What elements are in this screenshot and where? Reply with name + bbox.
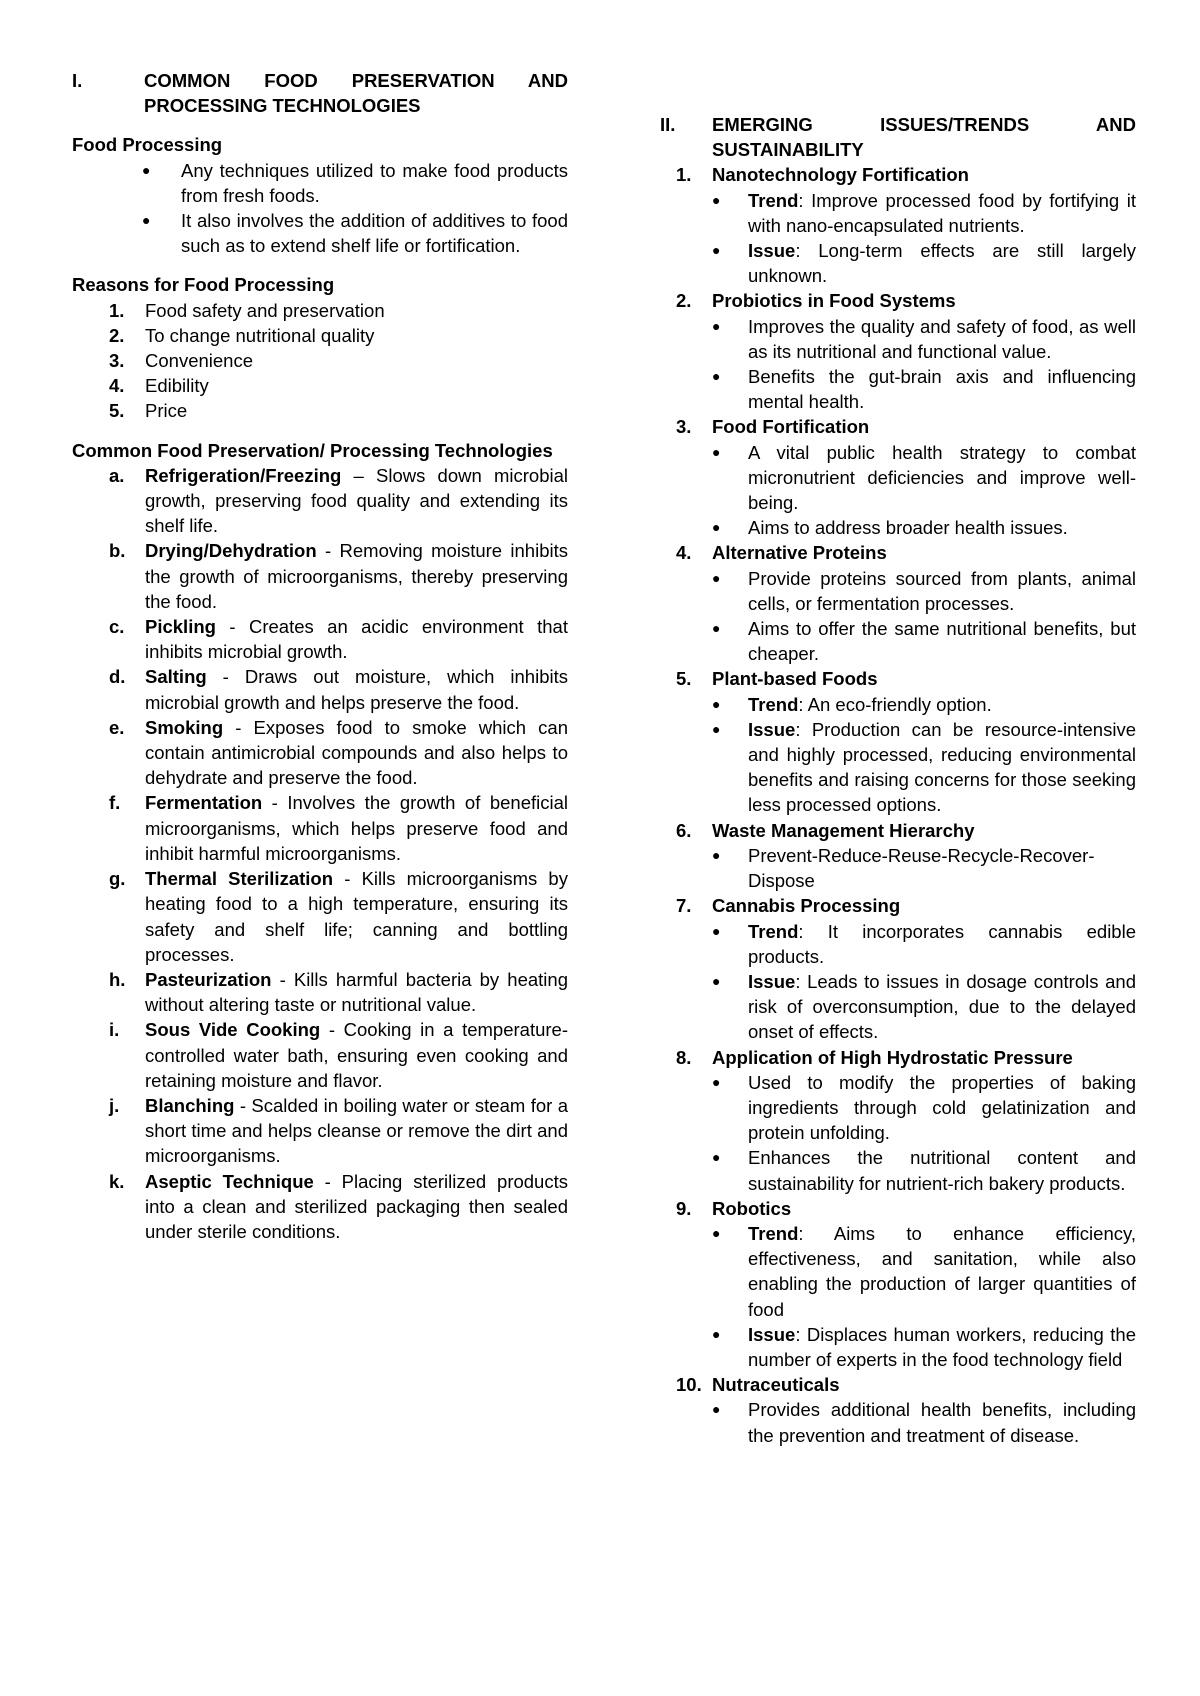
trend-heading (660, 666, 1136, 691)
list-item (712, 364, 1136, 414)
technology-item (72, 790, 568, 866)
section-1-title: COMMON FOOD PRESERVATION AND PROCESSING TECHNOLOGIES (144, 70, 568, 117)
list-item: 1. Food safety and preservation (109, 299, 385, 321)
technology-description: - Involves the growth of beneficial microorganisms, which helps preserve food and inhibit harmful microorganisms. (145, 792, 568, 864)
bullet-label: Issue (748, 240, 796, 262)
bullet-icon: ● (712, 720, 721, 737)
list-item (712, 238, 1136, 288)
section-2-heading (660, 112, 1136, 162)
list-item (712, 717, 1136, 818)
trend-bullets (660, 566, 1136, 667)
trend-number: 3. (676, 416, 692, 438)
trend-heading (660, 1196, 1136, 1221)
list-item (712, 1322, 1136, 1372)
reasons-list (72, 298, 568, 424)
technology-term: Sous Vide Cooking (145, 1019, 321, 1041)
bullet-text: : Production can be resource-intensive and highly processed, reducing environmental benefits and raising concerns for those seeking less processed options. (748, 718, 1136, 816)
trend-item (660, 818, 1136, 894)
list-item (712, 515, 1136, 540)
bullet-icon: ● (712, 972, 721, 989)
technology-term: Refrigeration/Freezing (145, 464, 342, 486)
bullet-label: Trend (748, 920, 799, 942)
technology-description: - Draws out moisture, which inhibits microbial growth and helps preserve the food. (145, 666, 568, 713)
trends-list (660, 162, 1136, 1447)
list-item (712, 919, 1136, 969)
trend-item (660, 1372, 1136, 1448)
bullet-icon: ● (712, 368, 721, 385)
bullet-icon: ● (712, 1149, 721, 1166)
bullet-icon: ● (142, 212, 151, 229)
trend-number: 7. (676, 895, 692, 917)
trend-heading (660, 1045, 1136, 1070)
list-item (712, 566, 1136, 616)
trend-item (660, 893, 1136, 1044)
bullet-text: : Improve processed food by fortifying it with nano-encapsulated nutrients. (748, 189, 1136, 236)
list-item: ● It also involves the addition of additives to food such as to extend shelf life or fortification. (142, 210, 568, 257)
trend-number: 5. (676, 668, 692, 690)
bullet-icon: ● (712, 191, 721, 208)
list-item (712, 692, 1136, 717)
bullet-icon: ● (712, 922, 721, 939)
bullet-text: A vital public health strategy to combat micronutrient deficiencies and improve well-being. (748, 441, 1136, 514)
bullet-text: : Long-term effects are still largely unknown. (748, 240, 1136, 287)
bullet-text: : Leads to issues in dosage controls and risk of overconsumption, due to the delayed onset of effects. (748, 970, 1136, 1043)
technologies-list (72, 463, 568, 1244)
technology-term: Drying/Dehydration (145, 540, 317, 562)
right-column (660, 112, 1136, 1448)
bullet-icon: ● (712, 1401, 721, 1418)
bullet-text: : Displaces human workers, reducing the number of experts in the food technology field (748, 1323, 1136, 1370)
technology-description: - Placing sterilized products into a clean and sterilized packaging then sealed under sterile conditions. (145, 1170, 568, 1242)
technology-description: - Creates an acidic environment that inhibits microbial growth. (145, 616, 568, 663)
bullet-text: Used to modify the properties of baking ingredients through cold gelatinization and protein unfolding. (748, 1071, 1136, 1144)
trend-number: 6. (676, 819, 692, 841)
bullet-icon: ● (712, 1325, 721, 1342)
bullet-icon: ● (712, 1224, 721, 1241)
trend-bullets (660, 1070, 1136, 1196)
trend-title: Nanotechnology Fortification (712, 164, 969, 186)
item-letter: c. (109, 616, 125, 638)
technology-description: - Kills microorganisms by heating food to a high temperature, ensuring its safety and shelf life; canning and bottling processes. (145, 868, 568, 965)
trend-number: 4. (676, 542, 692, 564)
trend-title: Plant-based Foods (712, 668, 878, 690)
bullet-icon: ● (712, 443, 721, 460)
trend-item (660, 162, 1136, 288)
trend-number: 2. (676, 290, 692, 312)
technology-item (72, 538, 568, 614)
bullet-icon: ● (142, 161, 151, 178)
item-letter: k. (109, 1170, 125, 1192)
technology-item (72, 1093, 568, 1169)
list-item: 3. Convenience (109, 350, 253, 372)
technology-description: - Removing moisture inhibits the growth of microorganisms, thereby preserving the food. (145, 540, 568, 612)
trend-heading (660, 1372, 1136, 1397)
food-processing-heading: Food Processing (72, 134, 223, 156)
bullet-text: Provides additional health benefits, including the prevention and treatment of disease. (748, 1399, 1136, 1446)
trend-heading (660, 540, 1136, 565)
trend-item (660, 666, 1136, 817)
bullet-text: Provide proteins sourced from plants, animal cells, or fermentation processes. (748, 567, 1136, 614)
list-item (712, 1070, 1136, 1146)
section-1-heading (72, 68, 568, 118)
technology-item (72, 715, 568, 791)
bullet-icon: ● (712, 519, 721, 536)
section-2-numeral: II. (660, 114, 676, 135)
bullet-label: Issue (748, 718, 796, 740)
section-1-numeral: I. (72, 70, 83, 91)
trend-item (660, 414, 1136, 540)
bullet-label: Trend (748, 189, 799, 211)
trend-title: Alternative Proteins (712, 542, 887, 564)
technology-description: - Cooking in a temperature-controlled water bath, ensuring even cooking and retaining moisture and flavor. (145, 1019, 568, 1091)
section-2-title: EMERGING ISSUES/TRENDS AND SUSTAINABILITY (712, 114, 1136, 161)
trend-bullets (660, 692, 1136, 818)
bullet-text: : An eco-friendly option. (798, 693, 992, 715)
list-item: ● Any techniques utilized to make food products from fresh foods. (142, 159, 568, 206)
trend-item (660, 1196, 1136, 1372)
trend-title: Application of High Hydrostatic Pressure (712, 1046, 1073, 1068)
technology-term: Thermal Sterilization (145, 868, 334, 890)
trend-title: Probiotics in Food Systems (712, 290, 956, 312)
list-item: 4. Edibility (109, 375, 209, 397)
technology-description: - Exposes food to smoke which can contain antimicrobial compounds and also helps to dehydrate and preserve the food. (145, 716, 568, 789)
bullet-icon: ● (712, 695, 721, 712)
bullet-icon: ● (712, 620, 721, 637)
trend-title: Waste Management Hierarchy (712, 819, 975, 841)
trend-title: Nutraceuticals (712, 1374, 840, 1396)
bullet-text: Enhances the nutritional content and sustainability for nutrient-rich bakery products. (748, 1147, 1136, 1194)
trend-title: Food Fortification (712, 416, 870, 438)
trend-item (660, 1045, 1136, 1196)
list-item: 2. To change nutritional quality (109, 324, 375, 346)
bullet-label: Trend (748, 693, 799, 715)
technology-item (72, 614, 568, 664)
trend-number: 1. (676, 164, 692, 186)
left-column (72, 68, 568, 1244)
list-item (712, 843, 1136, 893)
list-item (712, 314, 1136, 364)
trend-heading (660, 893, 1136, 918)
bullet-label: Trend (748, 1222, 799, 1244)
bullet-text: : It incorporates cannabis edible products. (748, 920, 1136, 967)
bullet-text: : Aims to enhance efficiency, effectiveness, and sanitation, while also enabling the production of larger quantities of food (748, 1222, 1136, 1320)
trend-heading (660, 414, 1136, 439)
bullet-icon: ● (712, 317, 721, 334)
bullet-icon: ● (712, 242, 721, 259)
bullet-label: Issue (748, 970, 796, 992)
item-letter: a. (109, 464, 125, 486)
trend-heading (660, 162, 1136, 187)
technology-description: - Scalded in boiling water or steam for a short time and helps cleanse or remove the dirt and microorganisms. (145, 1094, 568, 1167)
trend-title: Cannabis Processing (712, 895, 901, 917)
item-letter: b. (109, 540, 126, 562)
bullet-text: Aims to address broader health issues. (748, 517, 1068, 539)
trend-number: 8. (676, 1046, 692, 1068)
bullet-text: Aims to offer the same nutritional benefits, but cheaper. (748, 618, 1136, 665)
technology-description: - Kills harmful bacteria by heating without altering taste or nutritional value. (145, 968, 568, 1016)
technology-term: Salting (145, 666, 207, 688)
bullet-text: Improves the quality and safety of food, as well as its nutritional and functional value. (748, 315, 1136, 362)
item-letter: d. (109, 666, 126, 688)
technology-term: Fermentation (145, 792, 263, 814)
item-letter: j. (109, 1094, 120, 1116)
trend-item (660, 540, 1136, 666)
trend-bullets (660, 314, 1136, 415)
trend-bullets (660, 843, 1136, 893)
bullet-text: Benefits the gut-brain axis and influencing mental health. (748, 366, 1136, 413)
list-item (712, 616, 1136, 666)
technology-term: Smoking (145, 716, 224, 738)
trend-bullets (660, 1397, 1136, 1447)
list-item (712, 440, 1136, 516)
list-item (712, 1397, 1136, 1447)
trend-number: 9. (676, 1197, 692, 1219)
list-item (712, 1145, 1136, 1195)
trend-item (660, 288, 1136, 414)
reasons-heading: Reasons for Food Processing (72, 274, 335, 296)
bullet-icon: ● (712, 569, 721, 586)
technology-item (72, 1017, 568, 1093)
item-letter: h. (109, 968, 126, 990)
technology-item (72, 866, 568, 967)
trend-bullets (660, 188, 1136, 289)
bullet-icon: ● (712, 1073, 721, 1090)
list-item: 5. Price (109, 400, 188, 422)
item-letter: f. (109, 792, 121, 814)
trend-number: 10. (676, 1374, 702, 1396)
technology-term: Blanching (145, 1094, 235, 1116)
technology-term: Pasteurization (145, 968, 272, 990)
technology-term: Pickling (145, 616, 216, 638)
trend-bullets (660, 919, 1136, 1045)
trend-heading (660, 288, 1136, 313)
technology-item (72, 967, 568, 1017)
item-letter: e. (109, 716, 125, 738)
item-letter: g. (109, 868, 126, 890)
technology-term: Aseptic Technique (145, 1170, 314, 1192)
technology-description: – Slows down microbial growth, preserving food quality and extending its shelf life. (145, 464, 568, 537)
technology-item (72, 463, 568, 539)
technology-item (72, 1169, 568, 1245)
bullet-icon: ● (712, 846, 721, 863)
list-item (712, 969, 1136, 1045)
food-processing-bullets (72, 158, 568, 259)
list-item (712, 188, 1136, 238)
trend-bullets (660, 440, 1136, 541)
list-item (712, 1221, 1136, 1322)
item-letter: i. (109, 1019, 120, 1041)
trend-bullets (660, 1221, 1136, 1372)
trend-title: Robotics (712, 1197, 792, 1219)
technology-item (72, 664, 568, 714)
bullet-text: Prevent-Reduce-Reuse-Recycle-Recover-Dispose (748, 844, 1095, 892)
bullet-label: Issue (748, 1323, 796, 1345)
trend-heading (660, 818, 1136, 843)
technologies-heading: Common Food Preservation/ Processing Technologies (72, 439, 553, 461)
